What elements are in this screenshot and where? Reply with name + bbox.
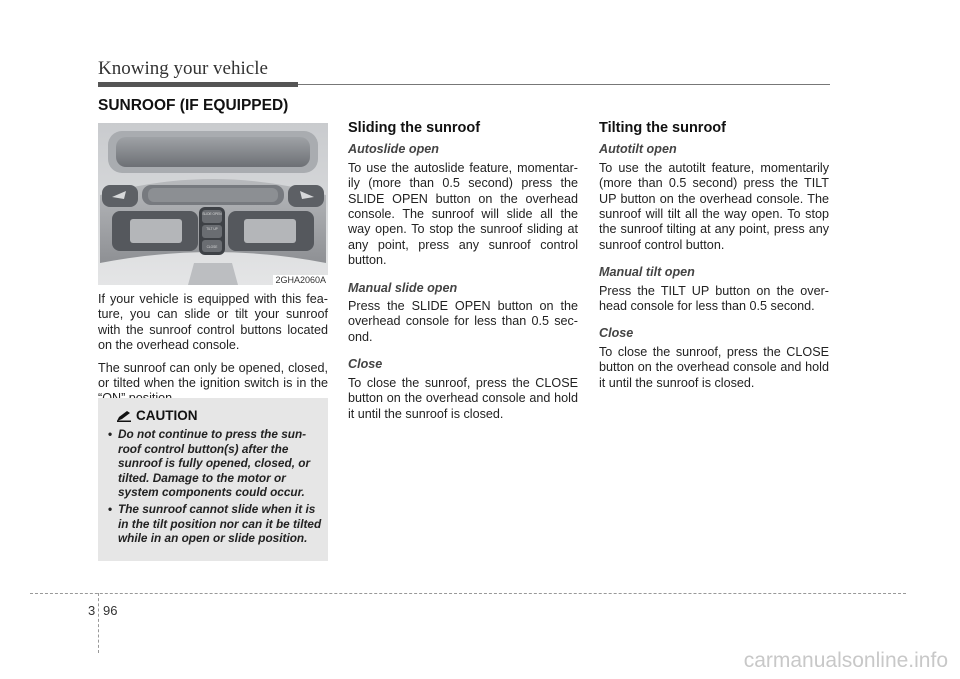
header-rule (298, 84, 830, 85)
slide-close-heading: Close (348, 357, 383, 372)
footer-rule (30, 593, 906, 594)
caution-heading (116, 408, 198, 423)
caution-list (104, 427, 322, 548)
sliding-section (348, 121, 578, 429)
pencil-icon (116, 410, 132, 422)
caution-title: CAUTION (136, 408, 198, 423)
chapter-number: 3 (88, 603, 96, 618)
watermark: carmanualsonline.info (743, 649, 948, 672)
footer-divider (98, 593, 99, 653)
autotilt-text: To use the autotilt feature, momentarily (more than 0.5 second) press the TILT UP button on the overhead console. The sunroof will tilt all the way open. To stop the sunroof tilting at any point, press any sunroof control button. (599, 160, 829, 252)
slide-close-text: To close the sunroof, press the CLOSE button on the overhead console and hold it until the sunroof is closed. (348, 375, 578, 421)
slide-open-label: SLIDE OPEN (202, 212, 222, 216)
tilting-section (599, 121, 829, 398)
intro-paragraph-2: The sunroof can only be opened, closed, or tilted when the ignition switch is in the (98, 360, 328, 391)
intro-text (98, 292, 328, 414)
tilt-up-label: TILT UP (206, 227, 218, 231)
autotilt-heading: Autotilt open (599, 142, 677, 157)
tilt-close-text: To close the sunroof, press the CLOSE button on the overhead console and hold it until the sunroof is closed. (599, 344, 829, 390)
autoslide-heading: Autoslide open (348, 142, 439, 157)
manual-tilt-heading: Manual tilt open (599, 265, 695, 280)
caution-item: • The sunroof cannot slide when it is in the tilt position nor can it be tilted while in an open or slide position. (104, 502, 322, 546)
overhead-console-photo (98, 123, 328, 285)
manual-tilt-text: Press the TILT UP button on the over-head console for less than 0.5 second. (599, 283, 829, 314)
tilting-title: Tilting the sunroof (599, 120, 726, 136)
manual-slide-text: Press the SLIDE OPEN button on the overhead console for less than 0.5 sec-ond. (348, 299, 578, 344)
autoslide-text: To use the autoslide feature, momentar-ily (more than 0.5 second) press the SLIDE OPEN button on the overhead console. The sunroof will slide all the way open. To stop the sunroof sliding at any point, press any sunroof control button. (348, 160, 578, 268)
manual-slide-heading: Manual slide open (348, 280, 458, 295)
running-header: Knowing your vehicle (98, 58, 268, 79)
section-title: SUNROOF (IF EQUIPPED) (98, 97, 289, 114)
figure-caption: 2GHA2060A (275, 275, 326, 285)
header-bar (98, 82, 298, 87)
caution-box (98, 398, 328, 561)
intro-paragraph-1: If your vehicle is equipped with this fea-ture, you can slide or tilt your sunroof with the sunroof control buttons located on the overhead console. (98, 292, 328, 353)
tilt-close-heading: Close (599, 326, 634, 341)
page-number: 96 (103, 603, 118, 618)
sliding-title: Sliding the sunroof (348, 120, 481, 136)
caution-item: • Do not continue to press the sun-roof control button(s) after the sunroof is fully opened, closed, or tilted. Damage to the motor or system components could occur. (104, 427, 322, 500)
close-label: CLOSE (206, 245, 218, 249)
overhead-console-illustration (98, 123, 328, 285)
